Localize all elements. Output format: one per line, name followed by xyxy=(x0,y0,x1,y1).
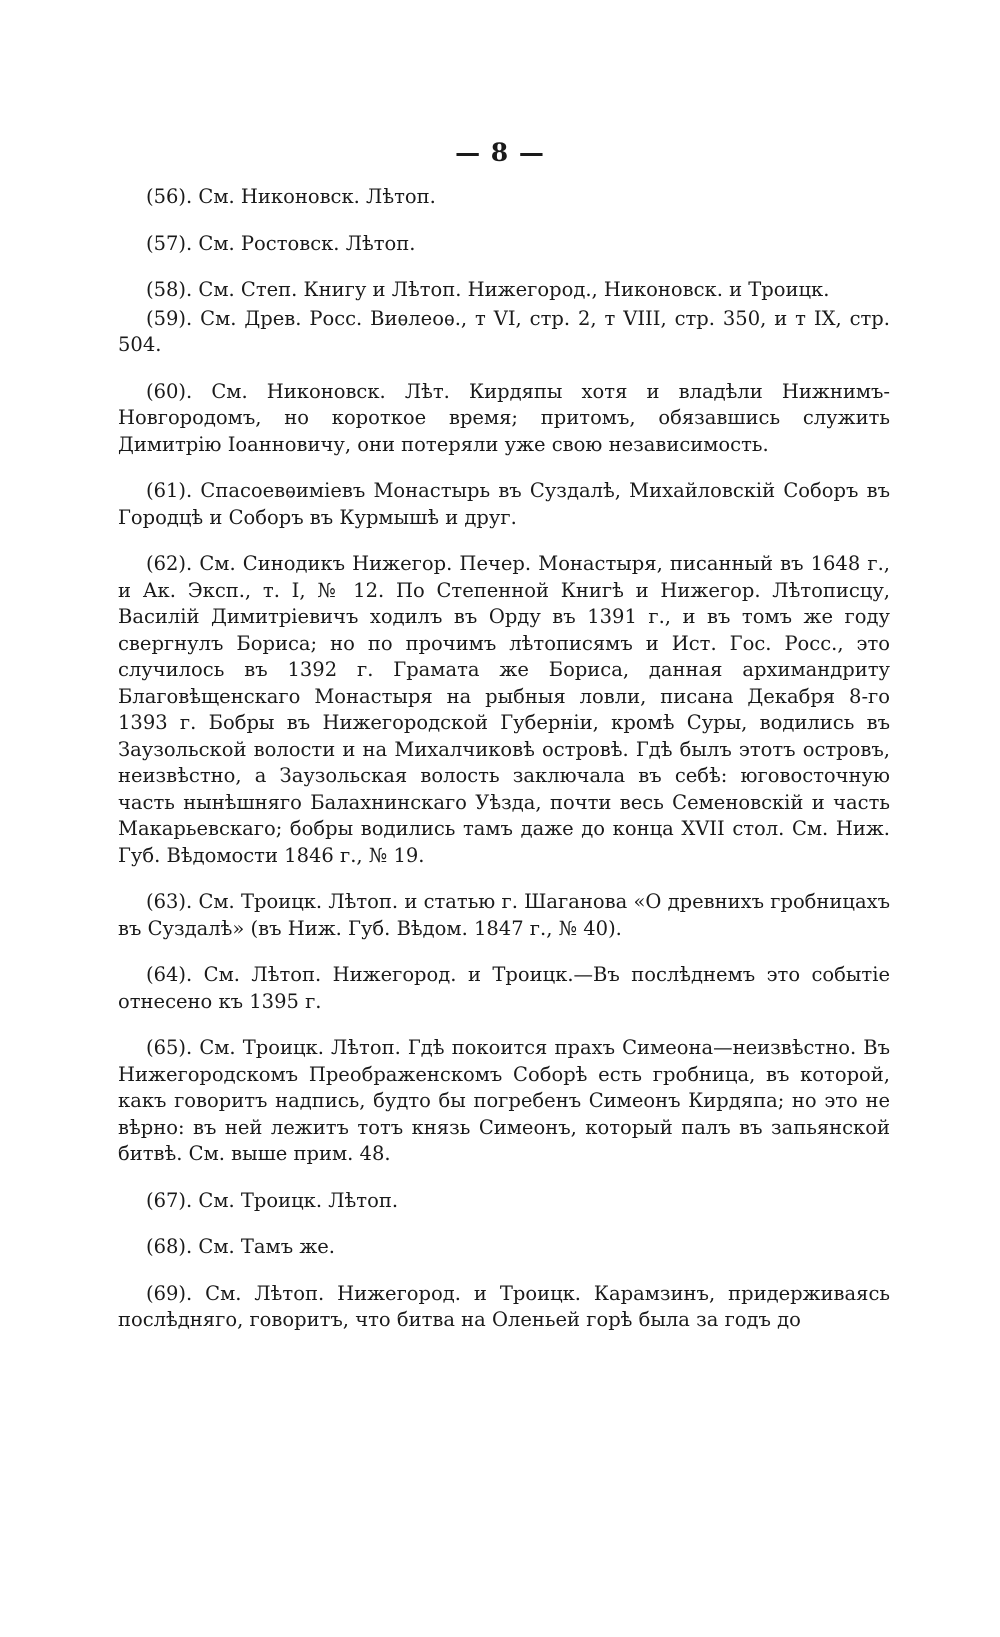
note-67: (67). См. Троицк. Лѣтоп. xyxy=(146,1188,399,1212)
note-59: (59). См. Древ. Росс. Виѳлеоѳ., т VI, стр. 2, т VIII, стр. 350, и т IX, стр. 504. xyxy=(118,306,890,356)
note-68: (68). См. Тамъ же. xyxy=(146,1235,335,1258)
note-57: (57). См. Ростовск. Лѣтоп. xyxy=(146,231,416,255)
footnotes-list xyxy=(118,184,890,1354)
note-58: (58). См. Степ. Книгу и Лѣтоп. Нижегород., Никоновск. и Троицк. xyxy=(146,278,830,301)
note-61: (61). Спасоевѳиміевъ Монастырь въ Суздалѣ, Михайловскій Соборъ въ Городцѣ и Соборъ въ Курмышѣ и друг. xyxy=(118,479,890,529)
note-64: (64). См. Лѣтоп. Нижегород. и Троицк.—Въ послѣднемъ это событіе отнесено къ 1395 г. xyxy=(118,963,890,1013)
note-65: (65). См. Троицк. Лѣтоп. Гдѣ покоится прахъ Симеона—неизвѣстно. Въ Нижегородскомъ Преображенскомъ Соборѣ есть гробница, въ которой, какъ говоритъ надпись, будто бы погребенъ Симеонъ Кирдяпа; но это не вѣрно: въ ней лежитъ тотъ князь Симеонъ, который палъ въ запьянской битвѣ. См. выше прим. 48. xyxy=(118,1036,890,1165)
page-number: — 8 — xyxy=(455,138,545,167)
note-62: (62). См. Синодикъ Нижегор. Печер. Монастыря, писанный въ 1648 г., и Ак. Эксп., т. I, № 12. По Степенной Книгѣ и Нижегор. Лѣтописцу, Василій Димитріевичъ ходилъ въ Орду въ 1391 г., и въ томъ же году свергнулъ Бориса; но по прочимъ лѣтописямъ и Ист. Гос. Росс., это случилось въ 1392 г. Грамата же Бориса, данная архимандриту Благовѣщенскаго Монастыря на рыбныя ловли, писана Декабря 8-го 1393 г. Бобры въ Нижегородской Губерніи, кромѣ Суры, водились въ Заузольской волости и на Михалчиковѣ островѣ. Гдѣ былъ этотъ островъ, неизвѣстно, а Заузольская волость заключала въ себѣ: юговосточную часть нынѣшняго Балахнинскаго Уѣзда, почти весь Семеновскій и часть Макарьевскаго; бобры водились тамъ даже до конца XVII стол. См. Ниж. Губ. Вѣдомости 1846 г., № 19. xyxy=(118,552,890,867)
note-63: (63). См. Троицк. Лѣтоп. и статью г. Шаганова «О древнихъ гробницахъ въ Суздалѣ» (въ Ниж. Губ. Вѣдом. 1847 г., № 40). xyxy=(118,890,890,940)
note-56: (56). См. Никоновск. Лѣтоп. xyxy=(146,185,436,208)
note-69: (69). См. Лѣтоп. Нижегород. и Троицк. Карамзинъ, придерживаясь послѣдняго, говоритъ, что битва на Оленьей горѣ была за годъ до xyxy=(118,1281,890,1331)
note-60: (60). См. Никоновск. Лѣт. Кирдяпы хотя и владѣли Нижнимъ-Новгородомъ, но короткое время; притомъ, обязавшись служить Димитрію Іоанновичу, они потеряли уже свою независимость. xyxy=(118,379,890,456)
